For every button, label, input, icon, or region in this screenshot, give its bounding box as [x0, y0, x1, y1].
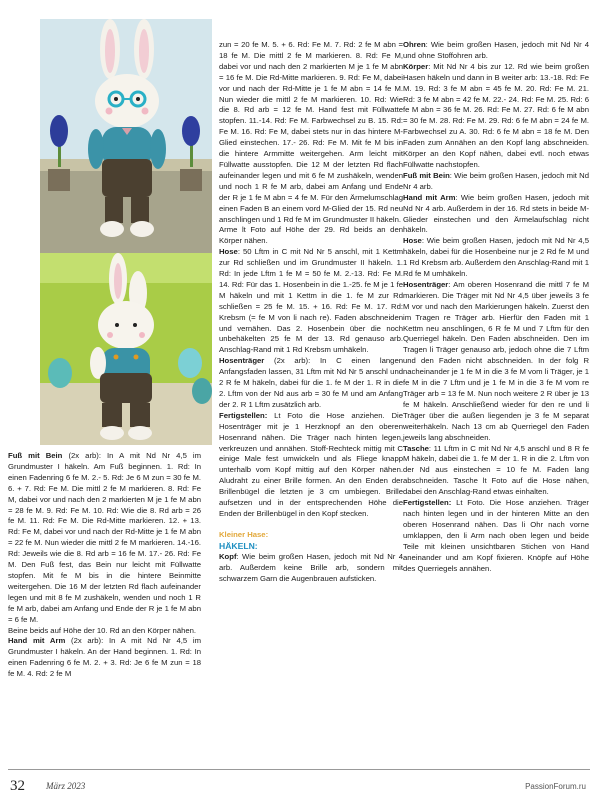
- paragraph: Kopf: Wie beim großen Hasen, jedoch mit Nd Nr 4 arb. Außerdem keine Brille arb, sondern mit schwarzem Garn die Augenbrauen aufsticken.: [219, 551, 403, 583]
- paragraph: Tasche: 11 Lftm in C mit Nd Nr 4,5 anschl und 8 R fe M häkeln, dabei die 1. fe M der 1. R in die 2. Lftm von der Nd aus einstechen = 10 fe M. Faden lang abschneiden. Tasche lt Foto auf die Hose nähen, dabei den Anschlag-Rand etwas einhalten.: [403, 443, 589, 497]
- paragraph: Fuß mit Bein (2x arb): In A mit Nd Nr 4,5 im Grundmuster I häkeln. Am Fuß beginnen. 1. Rd: In einen Fadenring 6 fe M. 2.- 5. Rd: Je 6 M zun = 30 fe M. 6. + 7. Rd: Fe M. Die mittl 2 fe M markieren. 8. Rd: Fe M, dabei vor und nach den 2 markierten M je 1 fe M abn = 28 fe M. 9. Rd: Fe M. 10. Rd: Wie die 8. Rd arb = 26 fe M. 11. Rd: Fe M. Die Rd-Mitte markieren. 12. + 13. Rd: Fe M, dabei vor und nach der Rd-Mitte je 1 fe M abn = 22 fe M. Nun wieder die mittl 2 fe M markieren. 14.-16. Rd: Jeweils wie die 8. Rd arb = 16 fe M. 17.- 26. Rd: Fe M. Den Fuß fest, das Bein nur leicht mit Füllwatte stopfen. Mit fe M bis in die hintere Beinmitte weitergehen. Die 16 M der letzten Rd flach aufeinander legen und mit 8 fe M zushäkeln, wenden und noch 1 R fe M arb, dabei am Anfang und Ende der R je 1 fe M abn = 6 fe M.: [8, 451, 202, 624]
- paragraph: Hosenträger: Am oberen Hosenrand die mittl 7 fe M markieren. Die Träger mit Nd Nr 4,5 über jeweils 3 fe M vor und nach den Markierungen häkeln. Zuerst den im Tragen re Träger arb. Hierfür den Faden mit 1 Kettm neu anschlingen, 6 R fe M und 7 Lftm für den Querriegel häkeln. Den Faden abschneiden. Den im Tragen li Träger genauso arb, jedoch ohne die 7 Lftm und den Faden nicht abschneiden. In der folg R nacheinander je 1 fe M in die 3 fe M vom li Träger, je 1 fe M in die 7 Lftm und je 1 fe M in die 3 fe M vom re Träger arb = 13 fe M. Nun noch weitere 2 R über je 13 fe M häkeln. Anschließend wieder für den re und li Träger über die außen liegenden je 3 fe M separat weiterhäkeln. Nach 13 cm ab Querriegel den Faden jeweils lang abschneiden.: [403, 279, 589, 442]
- text-column-2: [219, 40, 403, 584]
- paragraph: zun = 20 fe M. 5. + 6. Rd: Fe M. 7. Rd: 2 fe M abn = 18 fe M. Die mittl 2 fe M markieren. 8. Rd: Fe M, dabei vor und nach den 2 markierten M je 1 fe M abn = 16 fe M. Die Rd-Mitte markieren. 9. Rd: Fe M, dabei vor und nach der Rd-Mitte je 1 fe M abn = 14 fe M. Nun wieder die mittl 2 fe M markieren. 10. Rd: Wie die 8. Rd arb = 12 fe M. Hand fest mit Füllwatte stopfen. 11.-14. Rd: Fe M. Farbwechsel zu B. 15. Rd: Fe M. 16. Rd: Fe M, dabei stets nur in das hintere M-Glied einstechen. 17.- 26. Rd: Fe M. Mit fe M bis in die hintere Armmitte weitergehen. Arm leicht mit Füllwatte ausstopfen. Die 12 M der letzten Rd flach aufeinander legen und mit 6 fe M zushäkeln, wenden und noch 1 R fe M arb, dabei am Anfang und Ende der R je 1 fe M abn = 4 fe M. Für den Ärmelumschlag einen Faden B an einem vord M-Glied der 15. Rd neu anschlingen und 1 Rd fe M im Grundmuster II häkeln.: [219, 40, 403, 224]
- paragraph: Fertigstellen: Lt Foto die Hose anziehen. Die Hosenträger mit je 1 Herzknopf an den oberen Hosenrand nähen. Die Träger nach hinten legen, verkreuzen und annähen. Stoff-Rechteck mittig mit C einige Male fest umwickeln und als Fliege knapp unterhalb vom Kopf mittig auf den Körper nähen. Aludraht zu einer Brille formen. An den Enden der Brillenbügel die letzten je 3 cm umbiegen. Brille aufsetzen und in der entsprechenden Höhe die Enden der Brillenbügel in den Kopf stecken.: [219, 410, 403, 518]
- paragraph: Fuß mit Bein: Wie beim großen Hasen, jedoch mit Nd Nr 4 arb.: [403, 170, 589, 191]
- paragraph: Hand mit Arm: Wie beim großen Hasen, jedoch mit Nd Nr 4 arb. Außerdem in der 16. Rd stets in beide M-Glieder einstechen und den Ärmelaufschlag nicht häkeln.: [403, 192, 589, 235]
- paragraph: Arme lt Foto auf Höhe der 29. Rd beids an den Körper nähen.: [219, 225, 403, 246]
- page-number: 32: [10, 778, 25, 794]
- paragraph: Fertigstellen: Lt Foto. Die Hose anziehen. Träger nach hinten legen und in der hinteren Mitte an den oberen Hosenrand nähen. Das li Ohr nach vorne umklappen, den li Arm nach oben legen und beide Teile mit kleinen unsichtbaren Stichen von Hand aneinander und am Kopf fixieren. Knöpfe auf Höhe des Querriegels annähen.: [403, 498, 589, 573]
- photo-big-rabbit: [40, 19, 212, 255]
- page-footer: [8, 769, 590, 796]
- paragraph: Hosenträger (2x arb): In C einen langen Anfangsfaden lassen, 31 Lftm mit Nd Nr 5 anschl und 2 R fe M häkeln, dabei für die 1. fe M der 1. R in die 2. Lftm von der Nd aus arb = 30 fe M und am Anfang der 2. R 1 Lftm zusätzlich arb.: [219, 356, 403, 409]
- section-heading: HÄKELN:: [219, 540, 258, 551]
- section-subheading: Kleiner Hase:: [219, 529, 269, 539]
- watermark: PassionForum.ru: [525, 782, 586, 791]
- small-rabbit-illustration: [40, 253, 212, 445]
- paragraph: Körper: Mit Nd Nr 4 bis zur 12. Rd wie beim großen Hasen häkeln und dann in B weiter arb: 13.-18. Rd: Fe M. 19. Rd: 3 fe M abn = 45 fe M. 20. Rd: Fe M. 21. Rd: 3 fe M abn = 42 fe M. 22.- 24. Rd: Fe M. 25. Rd: 6 fe M abn = 36 fe M. 26. Rd: Fe M. 27. Rd: 6 fe M abn = 30 fe M. 28. Rd: Fe M. 29. Rd: 6 fe M abn = 24 fe M. Farbwechsel zu A. 30. Rd: 6 fe M abn = 18 fe M. Den Faden zum Annähen an den Kopf lang abschneiden. Körper an den Kopf nähen, dabei evtl. noch etwas Füllwatte nachstopfen.: [403, 61, 589, 169]
- paragraph: Hose: Wie beim großen Hasen, jedoch mit Nd Nr 4,5 häkeln, dabei für die Hosenbeine nur je 2 Rd fe M und 1 Rd Krebsm arb. Außerdem den Anschlag-Rand mit 1 Rd fe M umhäkeln.: [403, 236, 589, 279]
- paragraph: Ohren: Wie beim großen Hasen, jedoch mit Nd Nr 4 und ohne Stoffohren arb.: [403, 40, 589, 60]
- paragraph: Hand mit Arm (2x arb): In A mit Nd Nr 4,5 im Grundmuster I häkeln. An der Hand beginnen. 1. Rd: In einen Fadenring 6 fe M. 2. + 3. Rd: Je 6 fe M zun = 18 fe M. 4. Rd: 2 fe M: [8, 636, 201, 679]
- text-column-3: [403, 40, 589, 574]
- issue-date: März 2023: [46, 781, 86, 791]
- text-column-1: [8, 451, 201, 680]
- big-rabbit-illustration: [40, 19, 212, 255]
- paragraph: Hose: 50 Lftm in C mit Nd Nr 5 anschl, mit 1 Kettm zur Rd schließen und im Grundmuster II häkeln. 1. Rd: In jede Lftm 1 fe M = 50 fe M. 2.-13. Rd: Fe M. 14. Rd: Für das 1. Hosenbein in die 1.-25. fe M je 1 fe M häkeln und mit 1 Kettm in die 1. fe M zur Rd schließen = 25 fe M. 15. + 16. Rd: Fe M. 17. Rd: Krebsm (= fe M von li nach re). Faden abschneiden und vernähen. Das 2. Hosenbein über die noch unbehäkelten 25 fe M der 13. Rd genauso arb. Anschlag-Rand mit 1 Rd Krebsm umhäkeln.: [219, 247, 403, 355]
- paragraph: Beine beids auf Höhe der 10. Rd an den Körper nähen.: [8, 625, 197, 635]
- photo-small-rabbit: [40, 253, 212, 445]
